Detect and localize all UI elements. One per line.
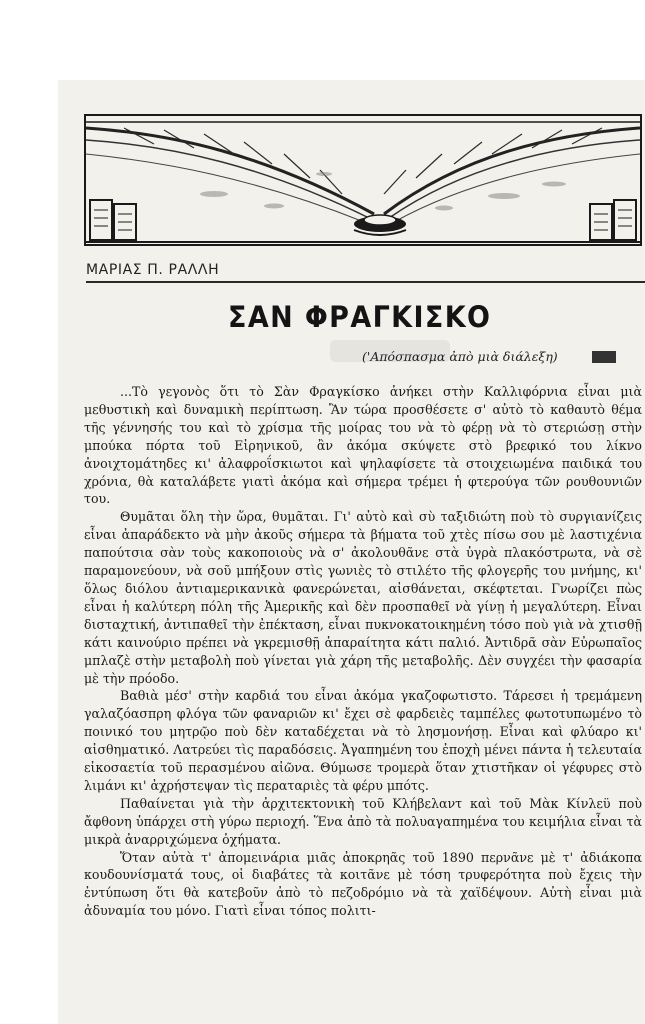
article-body — [84, 383, 642, 920]
paragraph: Βαθιὰ μέσ' στὴν καρδιά του εἶναι ἀκόμα γκαζοφωτιστο. Τάρεσει ἡ τρεμάμενη γαλαζόασπρη φλόγα τῶν φαναριῶν κι' ἔχει σὲ φαρδειὲς ταμπέλες φωτοτυπωμένο τὸ ποινικό του μητρῷο ποὺ δὲν καταδέχεται νὰ τὸ λησμονήσῃ. Εἶναι καὶ φλύαρο κι' αἰσθηματικό. Λατρεύει τὶς παραδόσεις. Ἀγαπημένη του ἐποχὴ μένει πάντα ἡ τελευταία εἰκοσαετία τοῦ περασμένου αἰῶνα. Θύμωσε τρομερὰ ὅταν χτιστῆκαν οἱ γέφυρες στὸ λιμάνι κι' ἀχρήστεψαν τὶς περαταριὲς τὰ φέρυ μπότς. — [84, 688, 642, 793]
paragraph: Θυμᾶται ὅλη τὴν ὥρα, θυμᾶται. Γι' αὐτὸ καὶ σὺ ταξιδιώτη ποὺ τὸ συργιανίζεις εἶναι ἀπαράδεκτο νὰ μὴν ἀκοῦς σήμερα τὰ βήματα τοῦ χτὲς πίσω σου μὲ λαστιχένια παπούτσια σὰν τοὺς κακοποιοὺς νὰ σ' ἀκολουθᾶνε στὰ ὑγρὰ πλακόστρωτα, νὰ σὲ παραμονεύουν, νὰ σοῦ μπήξουν στὶς γωνιὲς τὸ στιλέτο τῆς φλογερῆς του μνήμης, κι' ὅλως διόλου ἀντιαμερικανικὰ φανερώνεται, αἰσθάνεται, σκέφτεται. Γνωρίζει πὼς εἶναι ἡ καλύτερη πόλη τῆς Ἀμερικῆς καὶ δὲν προσπαθεῖ νὰ γίνῃ ἡ μεγαλύτερη. Εἶναι δισταχτική, ἀντιπαθεῖ τὴν ἐπέκταση, εἶναι πυκνοκατοικημένη τόσο ποὺ γιὰ νὰ χτισθῇ κάτι καινούριο πρέπει νὰ γκρεμισθῇ ἀπαραίτητα κάτι παλιό. Ἀντιδρᾶ σὰν Εὐρωπαῖος μπλαζὲ στὴν μεταβολὴ ποὺ γίνεται γιὰ χάρη τῆς μεταβολῆς. Δὲν συγχέει τὴν φασαρία μὲ τὴν πρόοδο. — [84, 509, 642, 686]
paragraph: Ὅταν αὐτὰ τ' ἀπομεινάρια μιᾶς ἀποκρηᾶς τοῦ 1890 περνᾶνε μὲ τ' ἀδιάκοπα κουδουνίσματά τους, οἱ διαβάτες τὰ κοιτᾶνε μὲ τόση τρυφερότητα ποὺ ἔχεις τὴν ἐντύπωση ὅτι θὰ κατεβοῦν ἀπὸ τὸ πεζοδρόμιο νὰ τὰ χαϊδέψουν. Αὐτὴ εἶναι μιὰ ἀδυναμία του μόνο. Γιατὶ εἶναι τόπος πολιτι- — [84, 849, 642, 919]
article-title: ΣΑΝ ΦΡΑΓΚΙΣΚΟ — [228, 300, 492, 334]
header-illustration — [84, 114, 642, 246]
author-name: ΜΑΡΙΑΣ Π. ΡΑΛΛΗ — [86, 262, 220, 278]
divider — [86, 281, 645, 283]
article-subtitle: ('Απόσπασμα ἀπὸ μιὰ διάλεξη) — [362, 349, 558, 364]
paragraph: Παθαίνεται γιὰ τὴν ἀρχιτεκτονικὴ τοῦ Κλήβελαντ καὶ τοῦ Μὰκ Κίνλεϋ ποὺ ἄφθονη ὑπάρχει στὴ γύρω περιοχή. Ἕνα ἀπὸ τὰ πολυαγαπημένα του κειμήλια εἶναι τὰ μικρὰ ἀναρριχώμενα ὀχήματα. — [84, 795, 642, 847]
ink-blot — [592, 351, 616, 363]
paragraph: ...Τὸ γεγονὸς ὅτι τὸ Σὰν Φραγκίσκο ἀνήκει στὴν Καλλιφόρνια εἶναι μιὰ μεθυστικὴ καὶ δυναμικὴ περίπτωση. Ἂν τώρα προσθέσετε σ' αὐτὸ τὸ καθαυτὸ θέμα τῆς γέννησής του καὶ τὸ χρίσμα τῆς μοίρας του νὰ τὸ φέρῃ νὰ τὸ στεριώσῃ στὴν μπούκα πόρτα τοῦ Εἰρηνικοῦ, ἂν ἀκόμα σκύψετε στὸ βρεφικό του λίκνο ἀνοιχτομάτηδες κι' ἀλαφροΐσκιωτοι καὶ ψηλαφίσετε τὰ στοιχειωμένα παιδικά του χρόνια, θὰ καταλάβετε γιατὶ ἀκόμα καὶ σήμερα τρέμει ἡ φτερούγα τῶν ρουθουνιῶν του. — [84, 384, 642, 507]
